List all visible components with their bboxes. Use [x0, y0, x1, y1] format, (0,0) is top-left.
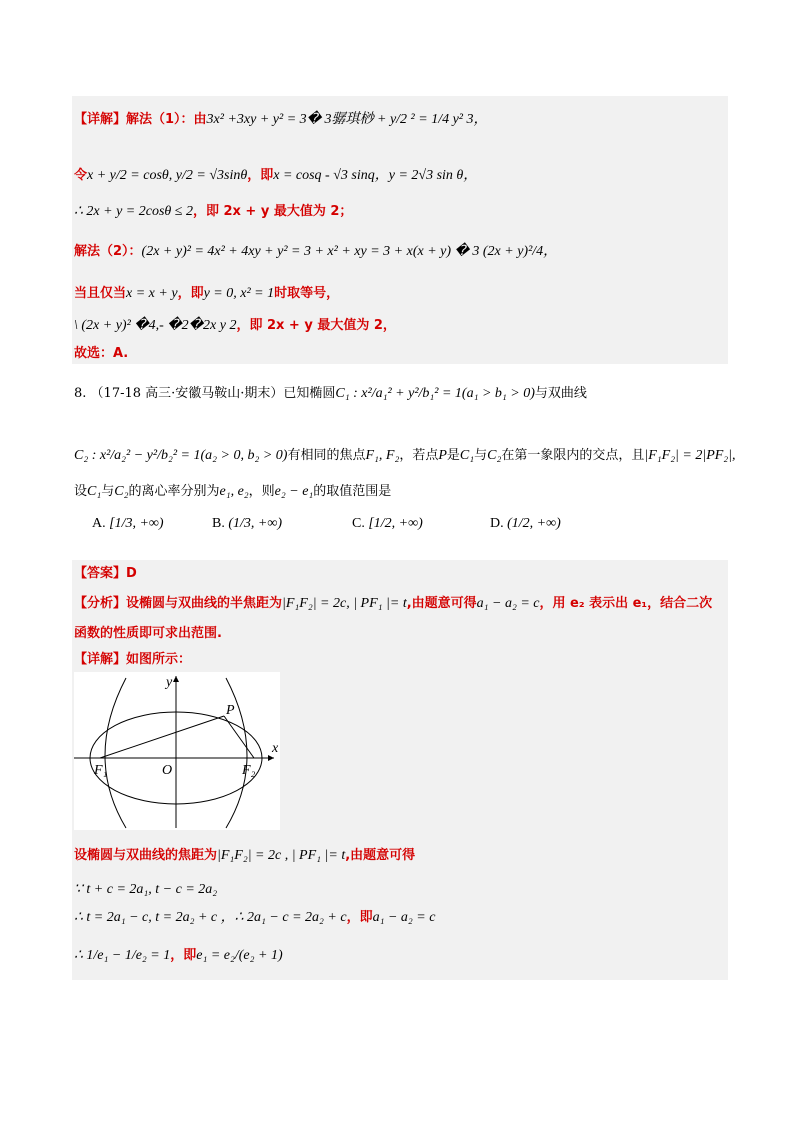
q8-c1b: C₁ [87, 484, 102, 499]
q8-then: ，则 [248, 484, 275, 499]
detail-label: 【详解】如图所示： [74, 652, 192, 667]
q8-condition: |F₁F₂| = 2|PF₂|, [644, 448, 736, 463]
sol1-bound: ∴ 2x + y = 2cosθ ≤ 2 [74, 204, 193, 219]
option-d[interactable] [490, 516, 561, 532]
q8-c2: C₂ [487, 448, 502, 463]
sol2-ie: ，即 [177, 286, 204, 301]
f2-label: F₂ [242, 763, 256, 778]
option-b-label: B. [212, 516, 225, 531]
option-b-value: (1/3, +∞) [228, 516, 282, 531]
analysis-mid: ,由题意可得 [406, 596, 477, 611]
detail-l3-eq2: a₁ − a₂ = c [372, 910, 436, 925]
detail-label-line [74, 650, 191, 670]
detail-l4-eq2: e₁ = e₂/(e₂ + 1) [196, 948, 283, 963]
sol2-result: \ (2x + y)² �4,- �2�2x y 2 [74, 318, 237, 333]
x-label: x [272, 741, 279, 756]
q8-with-b: 与 [101, 484, 115, 499]
detail-line4 [74, 946, 283, 966]
analysis-eq2: a₁ − a₂ = c [476, 596, 540, 611]
figure-svg [74, 672, 280, 830]
q8-let: 设 [74, 484, 88, 499]
hyperbola-right [226, 678, 247, 828]
q8-ecc-text: 的离心率分别为 [128, 484, 220, 499]
sol2-line1 [74, 242, 557, 262]
q8-line2 [74, 446, 736, 466]
analysis-line1 [74, 594, 712, 614]
q8-is: 是 [446, 448, 460, 463]
q8-and-hyperbola: 与双曲线 [534, 386, 587, 401]
q8-foci: F₁, F₂ [365, 448, 400, 463]
q8-hyperbola: C₂ : x²/a₂² − y²/b₂² = 1(a₂ > 0, b₂ > 0) [74, 448, 288, 463]
detail-line2 [74, 880, 217, 900]
f1-label: F₁ [94, 763, 108, 778]
option-a-value: [1/3, +∞) [109, 516, 164, 531]
option-b[interactable] [212, 516, 282, 532]
q8-line3 [74, 482, 391, 502]
sol1-line3 [74, 202, 352, 222]
detail-line3 [74, 908, 435, 928]
option-a-label: A. [92, 516, 106, 531]
answer-line [74, 564, 137, 584]
q8-range: 的取值范围是 [313, 484, 392, 499]
option-c[interactable] [352, 516, 423, 532]
detail-l1-post: ,由题意可得 [345, 848, 416, 863]
sol2-eq: (2x + y)² = 4x² + 4xy + y² = 3 + x² + xy = 3 + x(x + y) � 3 (2x + y)²/4， [141, 244, 558, 259]
o-label: O [162, 763, 173, 778]
sol2-line3 [74, 316, 396, 336]
p-label: P [226, 703, 235, 718]
sol1-sub-eq: x + y/2 = cosθ, y/2 = √3sinθ [87, 168, 248, 183]
q8-with: 与 [474, 448, 488, 463]
sol2-choice-line [74, 344, 128, 364]
analysis-line2-text: 函数的性质即可求出范围. [74, 626, 222, 641]
q8-line1 [74, 384, 587, 404]
detail-l2-eq: ∵ t + c = 2a₁, t − c = 2a₂ [74, 882, 218, 897]
option-c-label: C. [352, 516, 365, 531]
sol1-max: ，即 2x + y 最大值为 2； [192, 204, 353, 219]
answer-label: 【答案】D [74, 566, 137, 581]
option-d-label: D. [490, 516, 504, 531]
sol2-iff: 当且仅当 [74, 286, 127, 301]
q8-source: （17-18 高三·安徽马鞍山·期末）已知椭圆 [90, 386, 336, 401]
sol2-choice: 故选：A. [74, 346, 129, 361]
q8-c1: C₁ [459, 448, 475, 463]
sol1-eq1: 3x² +3xy + y² = 3� 3骣琪桫 + y/2 ² = 1/4 y² 3， [206, 112, 488, 127]
q8-diff: e₂ − e₁ [274, 484, 314, 499]
q8-c2b: C₂ [114, 484, 129, 499]
y-axis-arrow [173, 676, 179, 682]
q8-ecc: e₁, e₂ [219, 484, 249, 499]
analysis-line2 [74, 624, 222, 644]
detail-line1 [74, 846, 415, 866]
sol1-line1 [74, 110, 488, 130]
q8-if-point: ，若点 [399, 448, 439, 463]
option-a[interactable] [92, 516, 164, 532]
q8-number: 8. [74, 386, 87, 401]
line-p-f2 [224, 716, 254, 758]
sol2-line2 [74, 284, 339, 304]
analysis-eq: |F₁F₂| = 2c, | PF₁ |= t [282, 596, 407, 611]
option-d-value: (1/2, +∞) [507, 516, 561, 531]
detail-l1-eq: |F₁F₂| = 2c , | PF₁ |= t [217, 848, 346, 863]
ellipse-hyperbola-figure [74, 672, 280, 830]
detail-l4-eq: ∴ 1/e₁ − 1/e₂ = 1 [74, 948, 171, 963]
q8-intersection: 在第一象限内的交点，且 [501, 448, 645, 463]
q8-ellipse: C₁ : x²/a₁² + y²/b₁² = 1(a₁ > b₁ > 0) [335, 386, 535, 401]
y-label: y [166, 675, 173, 690]
detail-l1-text: 设椭圆与双曲线的焦距为 [74, 848, 218, 863]
sol1-xy-eq: x = cosq - √3 sinq，y = 2√3 sin θ， [273, 168, 478, 183]
sol1-let: 令 [74, 168, 88, 183]
sol1-label: 【详解】解法（1）：由 [74, 112, 207, 127]
sol2-label: 解法（2）： [74, 244, 142, 259]
sol2-max: ，即 2x + y 最大值为 2， [236, 318, 396, 333]
sol2-cond: x = x + y [126, 286, 178, 301]
analysis-post: ，用 e₂ 表示出 e₁，结合二次 [539, 596, 713, 611]
q8-same-foci: 有相同的焦点 [287, 448, 366, 463]
sol2-vals: y = 0, x² = 1 [203, 286, 275, 301]
detail-l3-eq: ∴ t = 2a₁ − c, t = 2a₂ + c ，∴ 2a₁ − c = 2a₂ + c [74, 910, 347, 925]
detail-l3-ie: ，即 [346, 910, 373, 925]
analysis-label: 【分析】设椭圆与双曲线的半焦距为 [74, 596, 283, 611]
option-c-value: [1/2, +∞) [368, 516, 423, 531]
sol2-eq-holds: 时取等号， [274, 286, 340, 301]
q8-point: P [438, 448, 447, 463]
detail-l4-ie: ，即 [170, 948, 197, 963]
line-f1-p [100, 716, 224, 758]
sol1-ie: ，即 [247, 168, 274, 183]
sol1-line2 [74, 166, 477, 186]
